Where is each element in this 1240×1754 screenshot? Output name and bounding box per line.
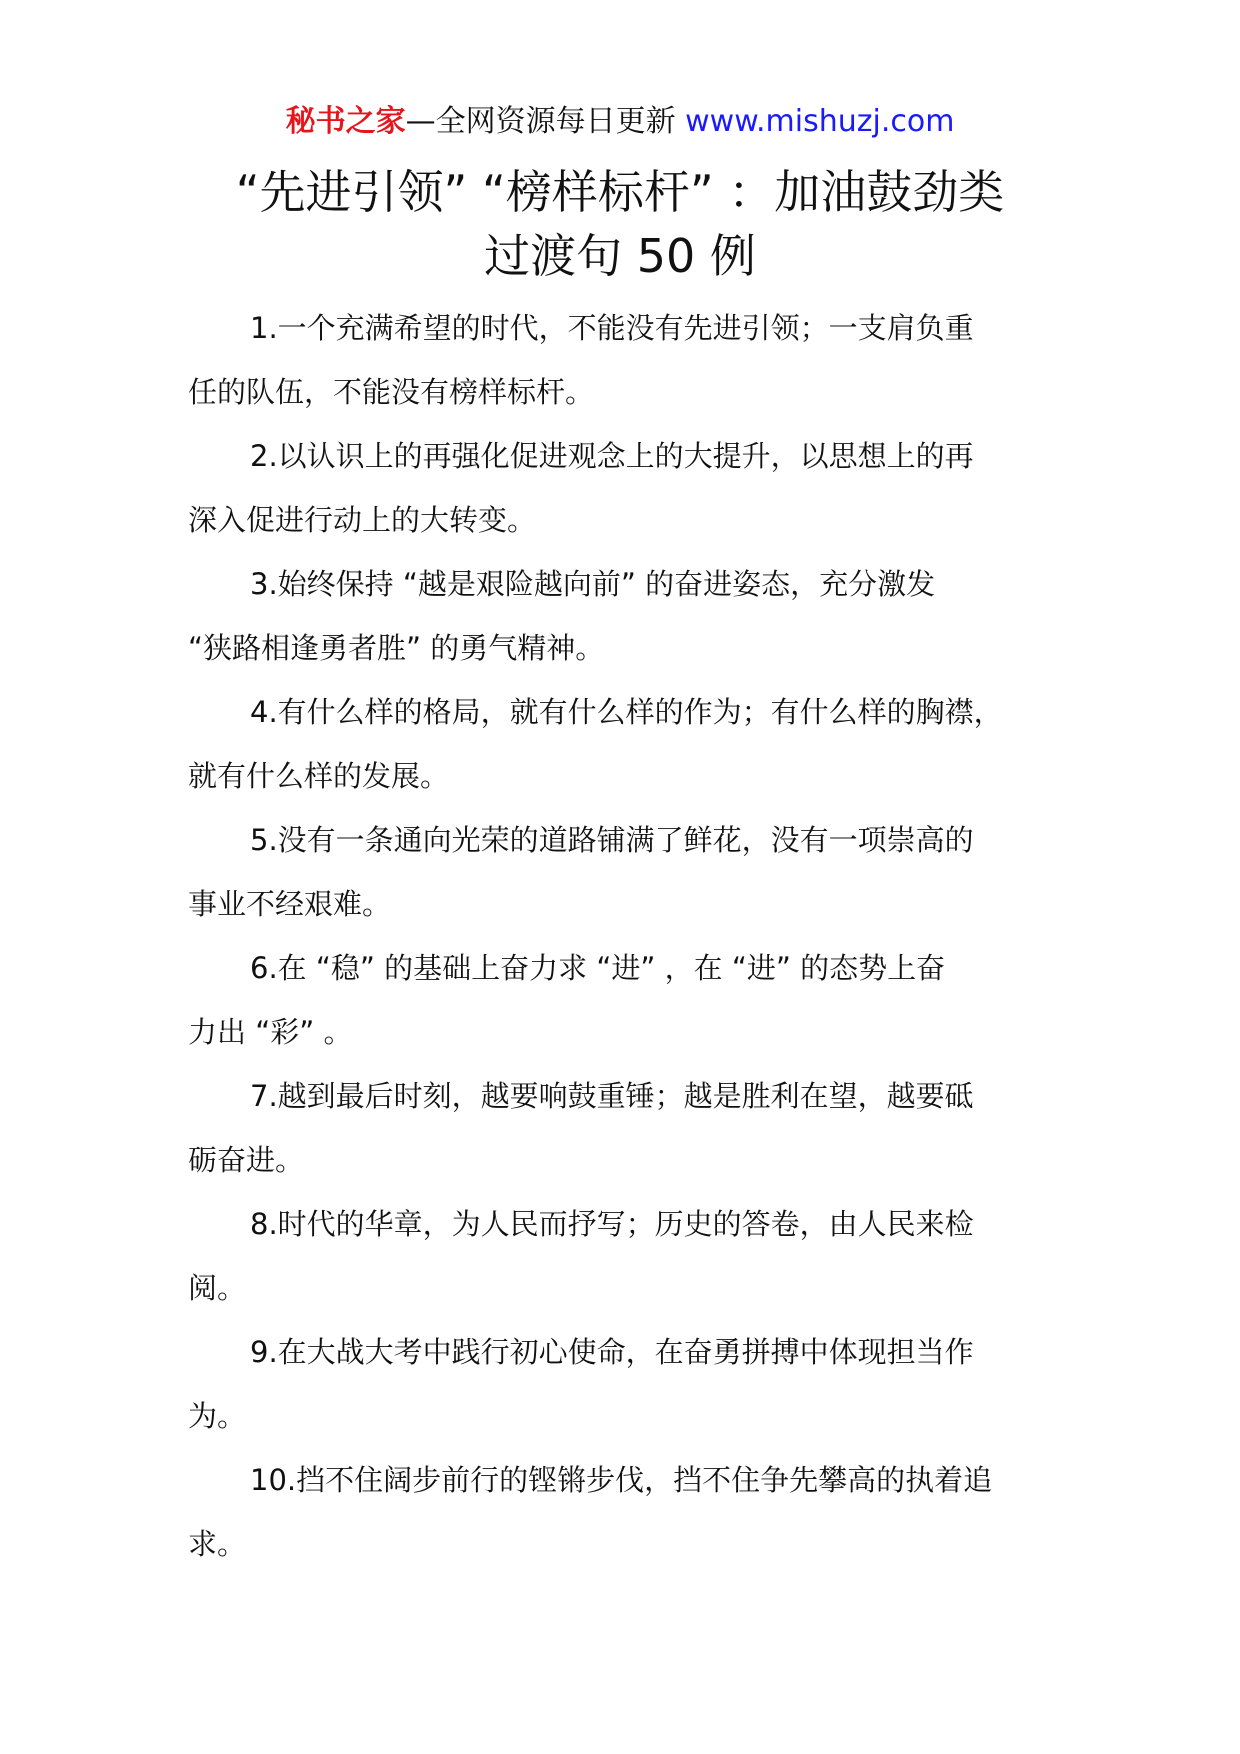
list-item-line-2: 事业不经艰难。 <box>188 887 392 921</box>
list-item <box>188 296 1088 424</box>
list-item <box>188 1320 1088 1448</box>
list-item <box>188 680 1088 808</box>
list-item-line-1: 9.在大战大考中践行初心使命，在奋勇拼搏中体现担当作 <box>250 1335 974 1369</box>
list-item <box>188 936 1088 1064</box>
site-brand: 秘书之家 <box>285 104 406 139</box>
list-item-line-2: 深入促进行动上的大转变。 <box>188 503 537 537</box>
list-item-line-2: 阅。 <box>188 1271 247 1305</box>
list-item <box>188 1192 1088 1320</box>
list-item-line-1: 8.时代的华章，为人民而抒写；历史的答卷，由人民来检 <box>250 1207 974 1241</box>
list-item-line-2: “狭路相逢勇者胜” 的勇气精神。 <box>188 631 605 665</box>
title-line-2: 过渡句 50 例 <box>484 229 756 283</box>
list-item-line-1: 1.一个充满希望的时代，不能没有先进引领；一支肩负重 <box>250 311 974 345</box>
list-item <box>188 552 1088 680</box>
list-item-line-2: 就有什么样的发展。 <box>188 759 450 793</box>
title-line-1: “先进引领” “榜样标杆” ：加油鼓劲类 <box>235 165 1005 219</box>
list-item-line-2: 任的队伍，不能没有榜样标杆。 <box>188 375 595 409</box>
site-slogan: —全网资源每日更新 <box>405 104 686 139</box>
sentence-list <box>188 296 1088 1576</box>
document-title <box>0 160 1240 288</box>
list-item-line-1: 6.在 “稳” 的基础上奋力求 “进” ，在 “进” 的态势上奋 <box>250 951 946 985</box>
list-item-line-1: 4.有什么样的格局，就有什么样的作为；有什么样的胸襟， <box>250 695 1003 729</box>
list-item-line-2: 求。 <box>188 1527 247 1561</box>
site-header <box>0 102 1240 142</box>
list-item-line-2: 为。 <box>188 1399 247 1433</box>
list-item <box>188 424 1088 552</box>
list-item <box>188 808 1088 936</box>
list-item <box>188 1448 1088 1576</box>
list-item <box>188 1064 1088 1192</box>
list-item-line-1: 3.始终保持 “越是艰险越向前” 的奋进姿态，充分激发 <box>250 567 936 601</box>
site-url-link[interactable]: www.mishuzj.com <box>685 104 955 139</box>
list-item-line-1: 7.越到最后时刻，越要响鼓重锤；越是胜利在望，越要砥 <box>250 1079 974 1113</box>
list-item-line-1: 2.以认识上的再强化促进观念上的大提升，以思想上的再 <box>250 439 974 473</box>
list-item-line-2: 砺奋进。 <box>188 1143 305 1177</box>
list-item-line-1: 5.没有一条通向光荣的道路铺满了鲜花，没有一项崇高的 <box>250 823 974 857</box>
list-item-line-1: 10.挡不住阔步前行的铿锵步伐，挡不住争先攀高的执着追 <box>250 1463 993 1497</box>
list-item-line-2: 力出 “彩” 。 <box>188 1015 353 1049</box>
